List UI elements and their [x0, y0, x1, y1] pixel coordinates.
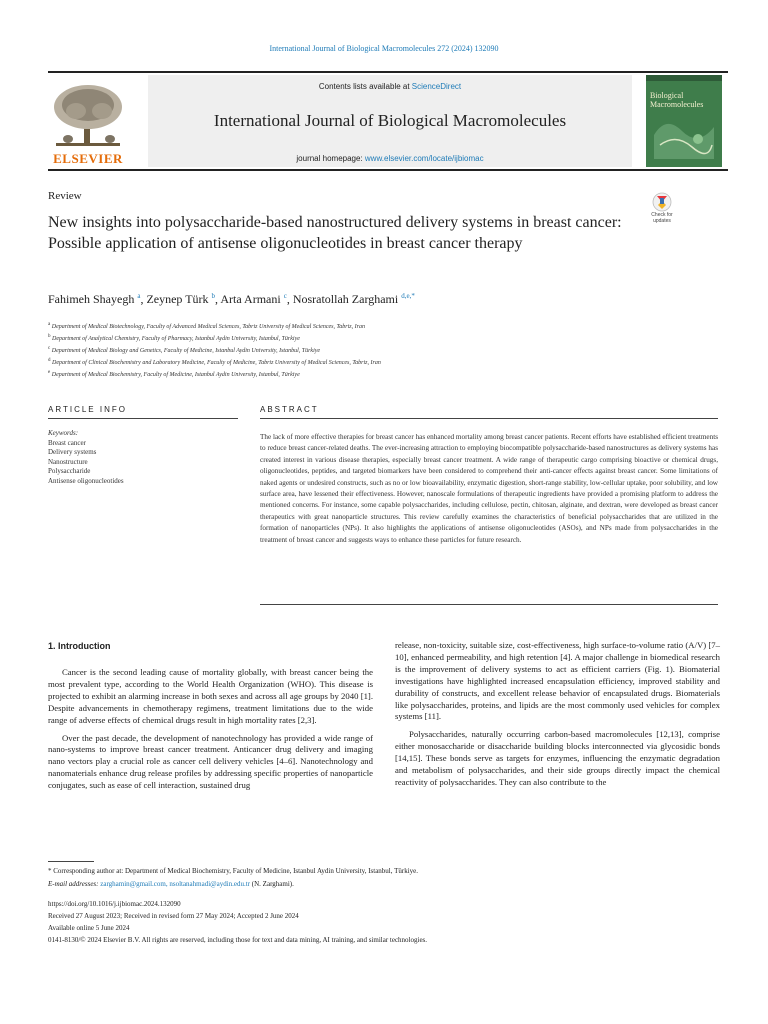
author-name[interactable]: Fahimeh Shayegh: [48, 292, 135, 306]
paper-title: New insights into polysaccharide-based nanostructured delivery systems in breast cancer: Possible application of antisense oligonucleotides in breast cancer therapy: [48, 214, 622, 252]
contents-availability: [148, 82, 632, 91]
email-links[interactable]: zarghamin@gmail.com, nsoltanahmadi@aydin.edu.tr: [100, 880, 251, 888]
affiliation: $^c$ Department of Medical Biology and Genetics, Faculty of Medicine, Istanbul Aydin University, Istanbul, Türkiye: [48, 346, 321, 354]
keyword: Breast cancer: [48, 438, 86, 447]
contents-prefix: Contents lists available at: [318, 82, 412, 91]
affiliation: $^d$ Department of Clinical Biochemistry and Laboratory Medicine, Faculty of Medicine, Tabriz University of Medical Sciences, Tabriz, Iran: [48, 358, 381, 366]
journal-title: International Journal of Biological Macromolecules: [213, 111, 567, 130]
article-info-rule: [48, 418, 238, 419]
sciencedirect-link[interactable]: ScienceDirect: [411, 82, 462, 91]
journal-homepage: [148, 154, 632, 163]
keyword: Nanostructure: [48, 457, 88, 466]
email-addresses: [48, 879, 728, 889]
body-column-right: [395, 640, 720, 795]
journal-masthead: [48, 71, 728, 171]
body-paragraph: Over the past decade, the development of nanotechnology has provided a wide range of nano-systems to improve breast cancer treatment. Anticancer drug delivery and imaging nano vectors play a crucial role as cancer cell delivery vehicles [4–6]. Nanotechnology and nanomaterials enhance drug release profiles by addressing specific properties of nanoparticle conjugates, such as ease of cell interaction, sustained drug: [48, 732, 373, 791]
cover-title: Biological Macromolecules: [650, 91, 704, 109]
author-affiliation-mark[interactable]: d,e,*: [401, 292, 415, 300]
publisher-logo-text: ELSEVIER: [53, 151, 123, 166]
elsevier-logo[interactable]: [48, 81, 128, 167]
affiliation-list: [48, 320, 728, 380]
abstract-heading: ABSTRACT: [260, 405, 319, 414]
homepage-prefix: journal homepage:: [296, 154, 365, 163]
available-online-date: Available online 5 June 2024: [48, 924, 130, 932]
homepage-link[interactable]: www.elsevier.com/locate/ijbiomac: [364, 154, 484, 163]
author-name[interactable]: Nosratollah Zarghami: [292, 292, 399, 306]
article-info-heading: ARTICLE INFO: [48, 405, 127, 414]
author-affiliation-mark[interactable]: c: [283, 292, 287, 300]
author-list: Fahimeh Shayegh $^a$, Zeynep Türk $^b$, Arta Armani $^c$, Nosratollah Zarghami $^{d,e,*}$: [48, 292, 415, 306]
abstract-text: The lack of more effective therapies for breast cancer has enhanced mortality among breast cancer patients. Recent efforts have established efficient treatments to reduce breast cancer-related deaths. The ever-increasing attraction to employing biocompatible polysaccharide-based nanostructures as delivery systems has created interest in various disease therapies, especially breast cancer treatment. A wide range of therapeutic cargo comprising bioactive or chemical drugs, oligonucleotides, peptides, and targeted biomarkers have been considered to comprehend their anti-cancer effects against breast cancer. Some limitations of naked agents or undesired constructs, such as no or low bioavailability, enzymatic digestion, short-range stability, low-cellular uptake, poor solubility, and low surface area, have lessened their effectiveness. However, nanoscale formulations of therapeutic ingredients have provided a promising platform to address the mentioned concerns. For instance, some capable polysaccharides, including cellulose, pectin, chitosan, alginate, and dextran, were developed as breast cancer therapeutics with great nanoparticle structures. This review carefully examines the characteristics of beneficial polysaccharides that are utilized in the formation of nanoparticles (NPs). It also highlights the applications of antisense oligonucleotides (ASOs), and NPs made from polysaccharides in the treatment of breast cancer and suggests ways to enhance these particles for future research.: [260, 433, 718, 544]
body-column-left: [48, 667, 373, 798]
keywords-block: [48, 429, 238, 486]
article-type: Review: [48, 190, 82, 202]
keyword: Delivery systems: [48, 448, 97, 456]
affiliation: $^b$ Department of Analytical Chemistry, Faculty of Pharmacy, Istanbul Aydin University, Istanbul, Türkiye: [48, 334, 300, 342]
affiliation: $^a$ Department of Medical Biotechnology, Faculty of Advanced Medical Sciences, Tabriz University of Medical Sciences, Tabriz, Iran: [48, 322, 365, 330]
check-for-updates-label[interactable]: Check for updates: [651, 212, 673, 224]
author-name[interactable]: Zeynep Türk: [146, 292, 209, 306]
email-label: E-mail addresses:: [48, 880, 101, 888]
doi-link[interactable]: https://doi.org/10.1016/j.ijbiomac.2024.132090: [48, 900, 181, 908]
author-affiliation-mark[interactable]: a: [137, 292, 141, 300]
corresponding-author-note: * Corresponding author at: Department of Medical Biochemistry, Faculty of Medicine, Istanbul Aydin University, Istanbul, Türkiye.: [48, 867, 419, 875]
journal-cover-thumbnail[interactable]: [646, 75, 722, 167]
introduction-heading: 1. Introduction: [48, 641, 111, 651]
keyword: Antisense oligonucleotides: [48, 476, 124, 485]
body-paragraph: Cancer is the second leading cause of mortality globally, with breast cancer being the most prevalent type, according to the World Health Organization (WHO). This disease is projected to exhibit an alarming increase in both sexes and across all age groups by 2040 [1]. Despite advancements in chemotherapy regimens, treatment limitations due to the wide range of adverse effects of chemical drugs result in high mortality rates [2,3].: [48, 667, 373, 725]
author-affiliation-mark[interactable]: b: [211, 292, 216, 300]
affiliation: $^e$ Department of Medical Biochemistry, Faculty of Medicine, Istanbul Aydin University, Istanbul, Türkiye: [48, 370, 300, 378]
body-paragraph: Polysaccharides, naturally occurring carbon-based macromolecules [12,13], comprise either monosaccharide or disaccharide building blocks interconnected via glycosidic bonds [14,15]. These bonds serve as targets for enzymes, influencing the enzymatic degradation and metabolism of polysaccharides, and their side groups directly impact the chemical reactivity of polysaccharides. They can also contribute to the: [395, 729, 720, 787]
elsevier-tree-icon: [48, 81, 128, 151]
author-name[interactable]: Arta Armani: [220, 292, 281, 306]
masthead-band: [148, 75, 632, 167]
body-paragraph: release, non-toxicity, suitable size, cost-effectiveness, high surface-to-volume ratio (A/V) [7–10], enhanced permeability, and high retention [4]. A major challenge in biomedical research is the improvement of delivery systems to act as efficient carriers (Fig. 1). Biomaterial investigations have highlighted increased encapsulation efficiency, improved stability and durability of constructs, and excellent release behavior of encapsulated drugs. Biomaterials like polysaccharides, proteins, and lipids are the most commonly used vehicles for complex systems [11].: [395, 640, 720, 722]
copyright-notice: 0141-8130/© 2024 Elsevier B.V. All rights are reserved, including those for text and data mining, AI training, and similar technologies.: [48, 936, 428, 944]
keyword: Polysaccharide: [48, 467, 91, 475]
footnote-rule: [48, 861, 94, 862]
abstract-rule-top: [260, 418, 718, 419]
received-dates: Received 27 August 2023; Received in revised form 27 May 2024; Accepted 2 June 2024: [48, 912, 299, 920]
abstract-rule-bottom: [260, 604, 718, 605]
keywords-label: Keywords:: [48, 429, 79, 437]
email-suffix: (N. Zarghami).: [250, 880, 294, 888]
running-header[interactable]: International Journal of Biological Macromolecules 272 (2024) 132090: [269, 44, 499, 53]
cover-art-icon: [646, 75, 722, 167]
